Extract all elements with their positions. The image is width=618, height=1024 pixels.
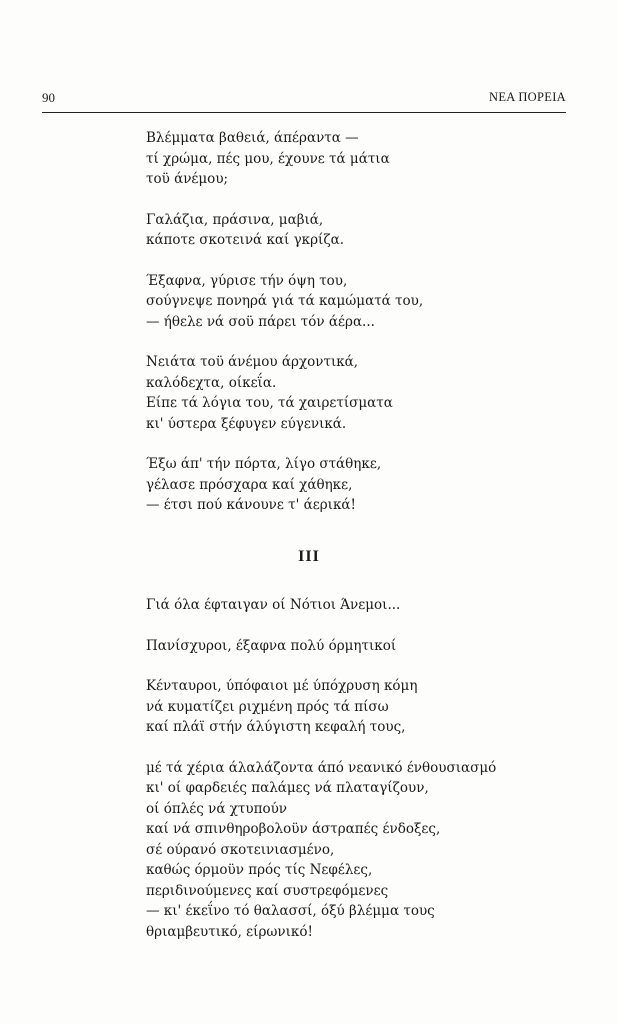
poem-line: τί χρώμα, πές μου, έχουνε τά μάτια — [146, 150, 390, 167]
poem-line: — ήθελε νά σοϋ πάρει τόν άέρα... — [146, 313, 375, 330]
stanza-gap — [146, 656, 586, 676]
poem-part-1 — [146, 128, 576, 516]
poem-line: καλόδεχτα, οίκεΐα. — [146, 374, 277, 391]
poem-line: Είπε τά λόγια του, τά χαιρετίσματα — [146, 395, 393, 411]
poem-line: σέ ούρανό σκοτεινιασμένο, — [146, 841, 335, 858]
stanza-gap — [146, 251, 576, 271]
page-header — [42, 90, 566, 113]
poem-line: — κι' έκεΐνο τό θαλασσί, όξύ βλέμμα τους — [146, 903, 435, 919]
stanza — [146, 758, 586, 943]
poem-line: καθώς όρμοϋν πρός τίς Νεφέλες, — [146, 862, 373, 878]
poem-line: περιδινούμενες καί συστρεφόμενες — [146, 882, 389, 899]
poem-line: μέ τά χέρια άλαλάζοντα άπό νεανικό ένθουσιασμό — [146, 759, 497, 776]
poem-line: σούγνεψε πονηρά γιά τά καμώματά του, — [146, 293, 424, 309]
poem-line: γέλασε πρόσχαρα καί χάθηκε, — [146, 476, 353, 493]
stanza-gap — [146, 190, 576, 210]
poem-line: — έτσι πού κάνουνε τ' άερικά! — [146, 497, 356, 513]
poem-line: κάποτε σκοτεινά καί γκρίζα. — [146, 232, 345, 248]
poem-line: θριαμβευτικό, είρωνικό! — [146, 923, 313, 940]
stanza-gap — [146, 738, 586, 758]
poem-line: καί πλάϊ στήν άλύγιστη κεφαλή τους, — [146, 719, 406, 735]
poem-part-2 — [146, 595, 586, 942]
stanza — [146, 210, 576, 251]
poem-line: κι' οί φαρδειές παλάμες νά πλαταγίζουν, — [146, 780, 429, 796]
page-number: 90 — [42, 90, 55, 105]
stanza — [146, 271, 576, 333]
section-title: III — [298, 548, 320, 565]
poem-line: νά κυματίζει ριχμένη πρός τά πίσω — [146, 698, 389, 715]
poem-line: Βλέμματα βαθειά, άπέραντα — — [146, 130, 359, 146]
stanza — [146, 595, 586, 616]
poem-line: Έξαφνα, γύρισε τήν όψη του, — [146, 272, 348, 289]
poem-line: Κένταυροι, ύπόφαιοι μέ ύπόχρυση κόμη — [146, 678, 418, 694]
poem-line: Νειάτα τοϋ άνέμου άρχοντικά, — [146, 354, 359, 370]
stanza-gap — [146, 434, 576, 454]
stanza-gap — [146, 332, 576, 352]
poem-line: Γιά όλα έφταιγαν οί Νότιοι Άνεμοι... — [146, 597, 401, 613]
poem-line: Γαλάζια, πράσινα, μαβιά, — [146, 211, 324, 228]
poem-line: τοϋ άνέμου; — [146, 171, 229, 187]
stanza — [146, 352, 576, 434]
poem-line: Πανίσχυροι, έξαφνα πολύ όρμητικοί — [146, 637, 397, 654]
stanza — [146, 128, 576, 190]
poem-line: οί όπλές νά χτυπούν — [146, 800, 287, 817]
running-head: ΝΕΑ ΠΟΡΕΙΑ — [489, 90, 566, 104]
stanza — [146, 676, 586, 738]
stanza — [146, 454, 576, 516]
poem-line: Έξω άπ' τήν πόρτα, λίγο στάθηκε, — [146, 456, 382, 472]
stanza-gap — [146, 616, 586, 636]
poem-line: καί νά σπινθηροβολοϋν άστραπές ένδοξες, — [146, 821, 441, 837]
poem-line: κι' ύστερα ξέφυγεν εύγενικά. — [146, 415, 347, 432]
stanza — [146, 636, 586, 657]
